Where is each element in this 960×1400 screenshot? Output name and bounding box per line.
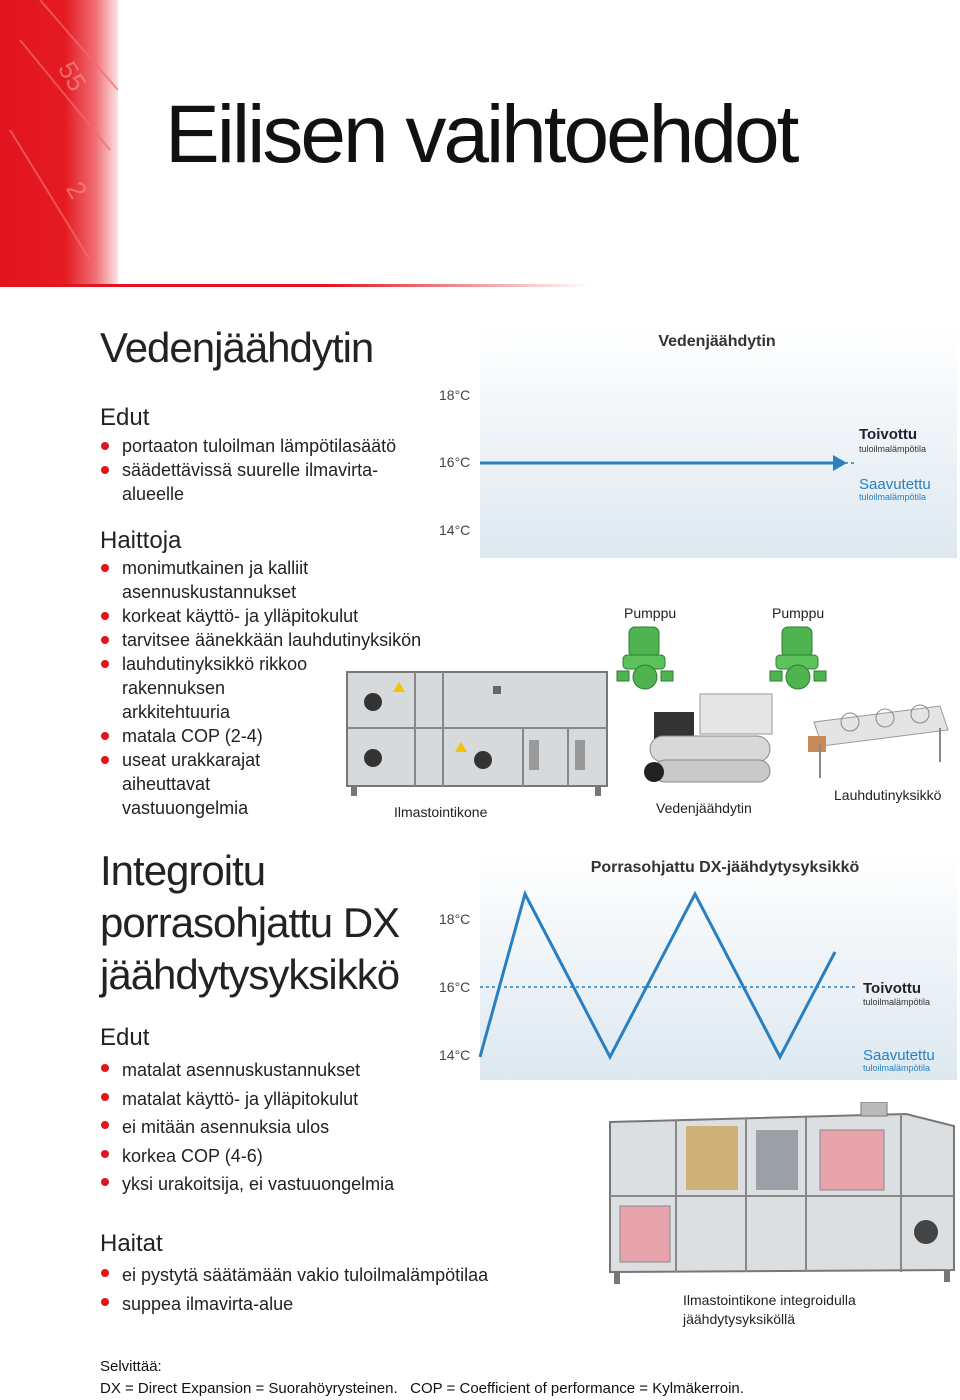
air-handling-unit-icon [343, 668, 611, 800]
chart-title: Porrasohjattu DX-jäähdytysyksikkö [590, 859, 860, 876]
integrated-ahu-icon [606, 1102, 958, 1287]
chart-background [480, 852, 957, 1080]
heading-line: jäähdytysyksikkö [100, 951, 400, 998]
legend-target: Toivottu [859, 426, 918, 443]
legend-target: Toivottu [863, 980, 922, 997]
footnote-heading: Selvittää: [100, 1358, 162, 1375]
page-title: Eilisen vaihtoehdot [165, 89, 797, 180]
list-item: useat urakkarajat aiheuttavat vastuuongelmia [100, 748, 460, 820]
header-red-bar [0, 0, 118, 285]
section2-pros-list [100, 1056, 440, 1199]
section2-cons-heading: Haitat [100, 1230, 163, 1257]
list-item: matala COP (2-4) [100, 724, 460, 748]
list-item: portaaton tuloilman lämpötilasäätö [100, 434, 440, 458]
svg-text:55: 55 [52, 56, 93, 97]
legend-achieved: Saavutettu [863, 1047, 935, 1064]
svg-text:2: 2 [60, 176, 94, 204]
condenser-unit-icon [800, 700, 950, 780]
list-item: suppea ilmavirta-alue [100, 1290, 570, 1319]
caption-line: Ilmastointikone integroidulla [683, 1292, 856, 1308]
label-ahu: Ilmastointikone [394, 804, 488, 820]
section2-cons-list [100, 1261, 570, 1318]
label-condenser: Lauhdutinyksikkö [834, 787, 942, 803]
list-item: yksi urakoitsija, ei vastuuongelmia [100, 1170, 440, 1199]
chart-tick-label: 16°C [439, 979, 471, 995]
list-item: matalat asennuskustannukset [100, 1056, 440, 1085]
section2-heading [100, 845, 399, 1001]
chart-tick-label: 18°C [439, 911, 471, 927]
legend-achieved: Saavutettu [859, 476, 931, 493]
label-pump-1: Pumppu [624, 605, 677, 621]
legend-target-sub: tuloilmalämpötila [863, 997, 931, 1007]
pump-icon [615, 625, 675, 695]
chart-tick-label: 14°C [439, 522, 471, 538]
chart-tick-label: 16°C [439, 454, 471, 470]
legend-target-sub: tuloilmalämpötila [859, 444, 927, 454]
label-pump-2: Pumppu [772, 605, 825, 621]
section1-pros-heading: Edut [100, 404, 150, 431]
ruler-decoration-icon [0, 0, 118, 285]
pump-icon [768, 625, 828, 695]
list-item: ei mitään asennuksia ulos [100, 1113, 440, 1142]
heading-line: Integroitu [100, 847, 266, 894]
chart-water-chiller [435, 326, 957, 558]
list-item: korkeat käyttö- ja ylläpitokulut [100, 604, 460, 628]
list-item: säädettävissä suurelle ilmavirta- alueelle [100, 458, 440, 506]
chart-title: Vedenjäähdytin [658, 333, 776, 350]
list-item: lauhdutinyksikkö rikkoo rakennuksen arkkitehtuuria [100, 652, 460, 724]
caption-integrated-ahu [683, 1291, 856, 1329]
footnote-text: DX = Direct Expansion = Suorahöyrysteinen. COP = Coefficient of performance = Kylmäkerroin. [100, 1380, 744, 1397]
heading-line: porrasohjattu DX [100, 899, 400, 946]
label-chiller: Vedenjäähdytin [656, 800, 752, 816]
list-item: tarvitsee äänekkään lauhdutinyksikön [100, 628, 460, 652]
chart-tick-label: 14°C [439, 1047, 471, 1063]
list-item: matalat käyttö- ja ylläpitokulut [100, 1085, 440, 1114]
list-item: monimutkainen ja kalliit asennuskustannukset [100, 556, 460, 604]
list-item: korkea COP (4-6) [100, 1142, 440, 1171]
footnote [100, 1356, 940, 1400]
chart-dx-unit [435, 852, 957, 1082]
water-chiller-icon [640, 690, 780, 790]
section2-pros-heading: Edut [100, 1024, 150, 1051]
legend-achieved-sub: tuloilmalämpötila [859, 492, 927, 502]
section1-cons-heading: Haittoja [100, 527, 182, 554]
section1-pros-list [100, 434, 440, 506]
chart-tick-label: 18°C [439, 387, 471, 403]
legend-achieved-sub: tuloilmalämpötila [863, 1063, 931, 1073]
caption-line: jäähdytysyksiköllä [683, 1311, 796, 1327]
list-item: ei pystytä säätämään vakio tuloilmalämpötilaa [100, 1261, 570, 1290]
section1-heading: Vedenjäähdytin [100, 324, 374, 371]
header-red-line [0, 284, 590, 287]
